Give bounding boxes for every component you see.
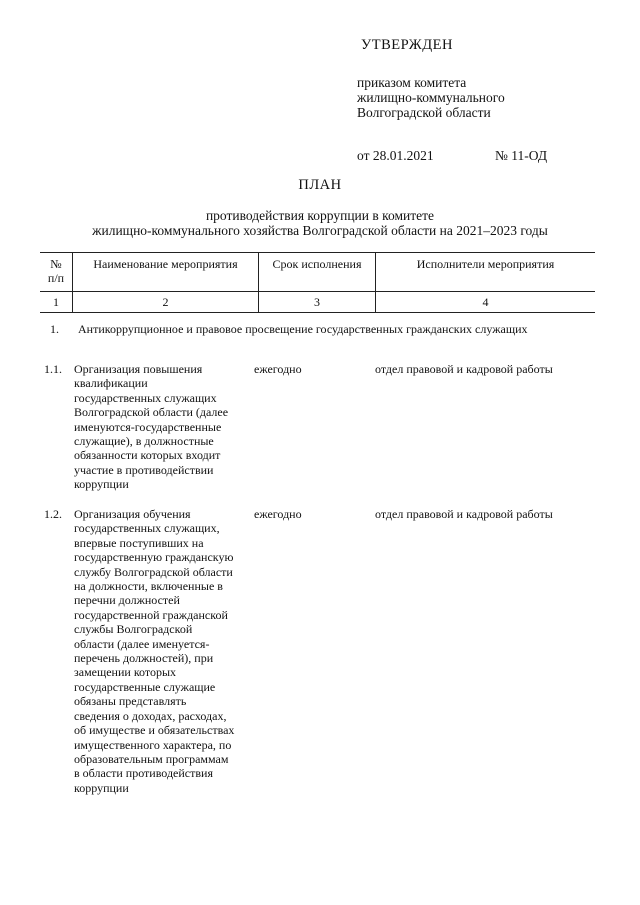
- row-name-line: обязаны представлять: [74, 694, 187, 709]
- row-name-line: государственную гражданскую: [74, 550, 234, 565]
- plan-subtitle-line: жилищно-коммунального хозяйства Волгоградской области на 2021–2023 годы: [92, 223, 548, 238]
- plan-table-header: [40, 252, 595, 313]
- plan-subtitle: [40, 208, 600, 238]
- row-name-line: перечень должностей), при: [74, 651, 214, 666]
- approval-order-line: жилищно-коммунального: [357, 90, 505, 105]
- row-name-line: сведения о доходах, расходах,: [74, 708, 227, 723]
- approval-heading: УТВЕРЖДЕН: [361, 37, 453, 53]
- row-name-line: Организация обучения: [74, 507, 191, 521]
- row-name-line: служащие), в должностные: [74, 434, 214, 449]
- approval-date: от 28.01.2021: [357, 148, 434, 163]
- row-term: ежегодно: [254, 362, 302, 376]
- header-cell-number: [40, 253, 73, 292]
- row-name-line: на должности, включенные в: [74, 579, 223, 594]
- row-name-line: впервые поступивших на: [74, 535, 204, 550]
- row-name-line: образовательным программам: [74, 751, 229, 766]
- row-executor: отдел правовой и кадровой работы: [375, 507, 553, 521]
- row-name-line: службы Волгоградской: [74, 622, 193, 637]
- row-name-line: обязанности которых входит: [74, 448, 221, 463]
- plan-subtitle-line: противодействия коррупции в комитете: [205, 208, 435, 223]
- row-name-line: государственных служащих: [74, 390, 217, 405]
- column-number-2: 2: [73, 292, 259, 313]
- approval-dateline: [357, 148, 617, 164]
- row-name-line: коррупции: [74, 780, 129, 795]
- plan-title: ПЛАН: [298, 177, 342, 193]
- row-name: [74, 507, 254, 795]
- row-name: [74, 362, 254, 492]
- row-name-line: об имуществе и обязательствах: [74, 723, 235, 738]
- approval-order-line: приказом комитета: [357, 75, 467, 90]
- row-name-line: государственной гражданской: [74, 607, 228, 622]
- row-executor: отдел правовой и кадровой работы: [375, 362, 553, 376]
- column-number-1: 1: [40, 292, 73, 313]
- header-cell-name: Наименование мероприятия: [73, 253, 259, 292]
- row-name-line: коррупции: [74, 477, 129, 492]
- row-name-line: Организация повышения: [74, 362, 203, 376]
- table-header-row: [40, 253, 595, 292]
- row-name-line: участие в противодействии: [74, 462, 214, 477]
- approval-block: [357, 38, 617, 164]
- section-title: Антикоррупционное и правовое просвещение государственных гражданских служащих: [78, 322, 528, 336]
- approval-order-line: Волгоградской области: [357, 105, 491, 120]
- row-name-line: в области противодействия: [74, 766, 213, 781]
- row-name-line: квалификации: [74, 376, 148, 391]
- row-name-line: замещении которых: [74, 665, 177, 680]
- row-name-line: Волгоградской области (далее: [74, 405, 229, 420]
- header-cell-term: Срок исполнения: [259, 253, 376, 292]
- row-name-line: государственных служащих,: [74, 521, 220, 536]
- row-name-line: государственные служащие: [74, 679, 216, 694]
- header-number-label: № п/п: [47, 257, 65, 285]
- row-number: 1.1.: [44, 362, 62, 376]
- row-name-line: имущественного характера, по: [74, 737, 232, 752]
- row-name-line: именуются-государственные: [74, 419, 222, 434]
- header-cell-executors: Исполнители мероприятия: [376, 253, 596, 292]
- table-column-numbers-row: [40, 292, 595, 313]
- row-name-line: перечни должностей: [74, 593, 180, 608]
- row-term: ежегодно: [254, 507, 302, 521]
- row-number: 1.2.: [44, 507, 62, 521]
- approval-number: № 11-ОД: [495, 148, 548, 163]
- column-number-3: 3: [259, 292, 376, 313]
- row-name-line: службу Волгоградской области: [74, 564, 233, 579]
- column-number-4: 4: [376, 292, 596, 313]
- approval-order: [357, 75, 617, 120]
- row-name-line: области (далее именуется-: [74, 636, 210, 651]
- section-number: 1.: [50, 322, 59, 336]
